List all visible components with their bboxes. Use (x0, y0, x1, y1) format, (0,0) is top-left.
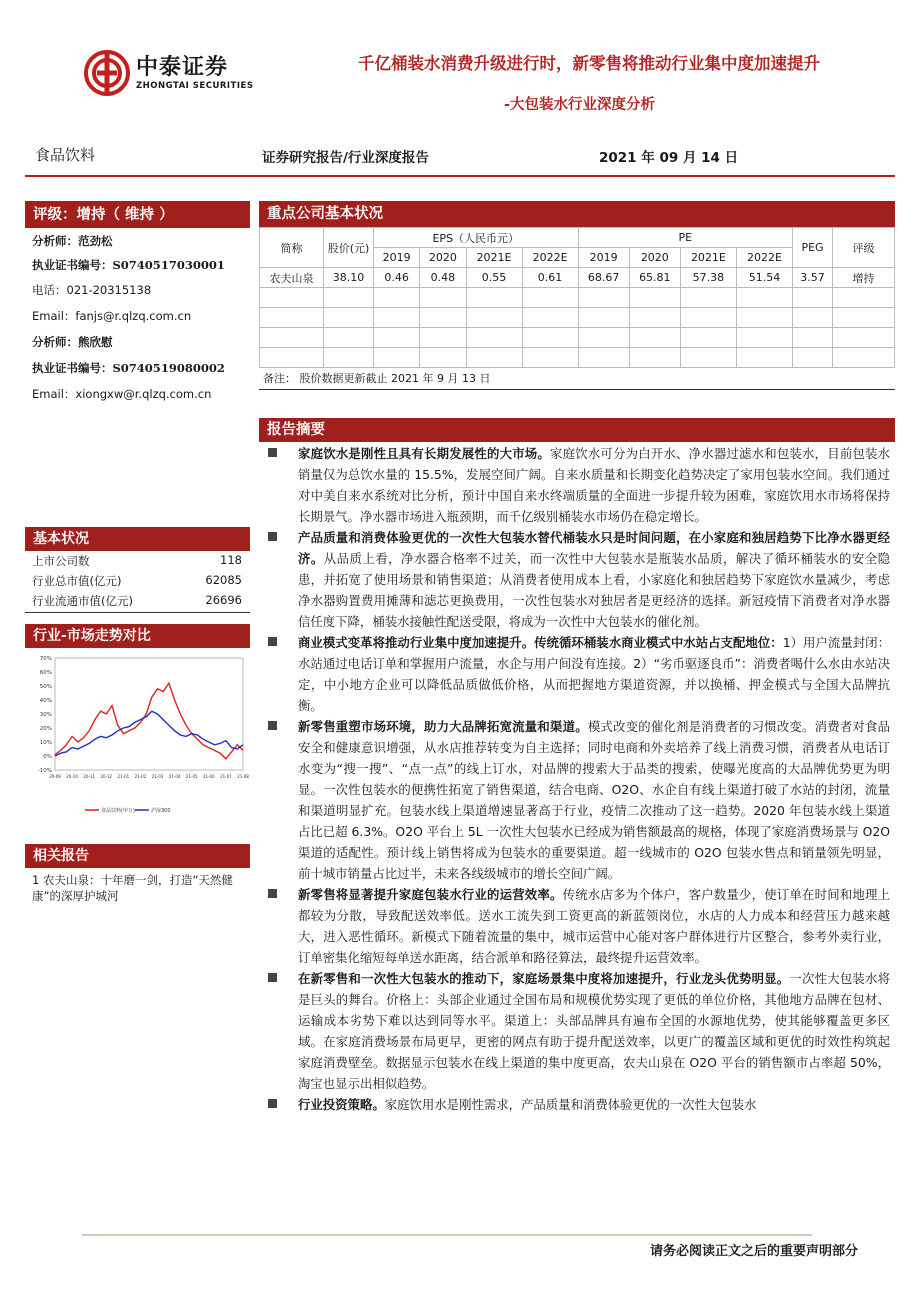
table-bottom-divider (259, 389, 895, 390)
related-reports-bar: 相关报告 (25, 844, 250, 868)
y-tick-label: 60% (39, 670, 52, 676)
legend-label: 食品饮料(申万) (101, 808, 135, 814)
bullet-square-icon (268, 637, 277, 646)
sector-label: 食品饮料 (35, 146, 96, 164)
col-year: 2021E (466, 248, 522, 268)
y-tick-label: 30% (39, 712, 52, 718)
x-tick-label: 21-02 (134, 774, 147, 779)
analyst-line: Email：xiongxw@r.qlzq.com.cn (32, 387, 212, 401)
analyst-line: 分析师：熊欣慰 (32, 335, 113, 349)
table-row-empty (260, 328, 895, 348)
footer-divider (82, 1234, 812, 1236)
analyst-line: 分析师：范劲松 (32, 234, 113, 248)
y-tick-label: -10% (37, 768, 52, 774)
trend-bar: 行业-市场走势对比 (25, 624, 250, 648)
summary-bullet: 商业模式变革将推动行业集中度加速提升。传统循环桶装水商业模式中水站占支配地位：1）用户流量封闭：水站通过电话订单和掌握用户流量，水企与用户间没有连接。2）“劣币驱逐良币”：消费者喝什么水由水站决定，中小地方企业可以降低品质做低价格，从而把握地方渠道资源，并以换桶、押金模式与全国大品牌抗衡。 (268, 632, 890, 716)
x-tick-label: 21-08 (237, 774, 249, 779)
col-header-name: 简称 (260, 228, 324, 268)
bullet-square-icon (268, 973, 277, 982)
x-tick-label: 21-07 (220, 774, 232, 779)
col-year: 2020 (420, 248, 466, 268)
key-companies-table (259, 227, 895, 368)
logo-chinese: 中泰证券 (136, 55, 229, 80)
analyst-line: 电话：021-20315138 (32, 283, 152, 297)
y-tick-label: 50% (39, 684, 52, 690)
zhongtai-logo-icon (84, 50, 130, 96)
company-logo (84, 50, 253, 96)
y-tick-label: 40% (39, 698, 52, 704)
summary-bullet: 产品质量和消费体验更优的一次性大包装水替代桶装水只是时间问题，在小家庭和独居趋势下比净水器更经济。从品质上看，净水器合格率不过关，而一次性中大包装水是瓶装水品质，解决了循环桶装水的安全隐患，并拓宽了使用场景和销售渠道；从消费者使用成本上看，小家庭化和独居趋势下家庭饮水量减少，考虑净水器购置费用摊薄和滤芯更换费用，一次性包装水对独居者是更经济的选择。新冠疫情下消费者对净水器信任度下降，桶装水接触性配送受限，将成为一次性中大包装水的催化剂。 (268, 527, 890, 632)
basic-divider (25, 612, 250, 613)
col-year: 2022E (736, 248, 792, 268)
table-row-empty (260, 288, 895, 308)
col-header-pe: PE (578, 228, 792, 248)
col-year: 2019 (578, 248, 629, 268)
related-report-item[interactable]: 1 农夫山泉：十年磨一剑，打造“天然健康”的深厚护城河 (32, 873, 233, 903)
rating-bar: 评级：增持（ 维持 ） (25, 201, 250, 228)
summary-bullet: 在新零售和一次性大包装水的推动下，家庭场景集中度将加速提升，行业龙头优势明显。一次性大包装水将是巨头的舞台。价格上：头部企业通过全国布局和规模优势实现了更低的单位价格，其他地方品牌在包材、运输成本劣势下难以达到同等水平。渠道上：头部品牌具有遍布全国的水源地优势，使其能够覆盖更多区域。在家庭消费场景布局更早，更密的网点有助于提升配送效率，以更广的覆盖区域和更优的时效性构筑起家庭消费壁垒。数据显示包装水在线上渠道的集中度更高，农夫山泉在 O2O 平台的销售额市占率超 50%，淘宝也显示出相似趋势。 (268, 968, 890, 1094)
y-tick-label: 70% (39, 656, 52, 662)
bullet-square-icon (268, 532, 277, 541)
y-tick-label: 20% (39, 726, 52, 732)
table-row-empty (260, 348, 895, 368)
footer-disclaimer: 请务必阅读正文之后的重要声明部分 (649, 1244, 858, 1259)
col-header-peg: PEG (793, 228, 833, 268)
analyst-line: Email：fanjs@r.qlzq.com.cn (32, 309, 192, 323)
col-year: 2021E (680, 248, 736, 268)
y-tick-label: 10% (39, 740, 52, 746)
basic-row: 行业总市值(亿元) 62085 (32, 573, 242, 588)
bullet-square-icon (268, 448, 277, 457)
table-note: 备注： 股价数据更新截止 2021 年 9 月 13 日 (263, 372, 491, 385)
series-line (55, 683, 243, 759)
summary-bar: 报告摘要 (259, 418, 895, 442)
col-header-rating: 评级 (833, 228, 895, 268)
bullet-square-icon (268, 721, 277, 730)
key-companies-bar: 重点公司基本状况 (259, 201, 895, 227)
col-year: 2020 (629, 248, 680, 268)
col-year: 2019 (374, 248, 420, 268)
basic-status-bar: 基本状况 (25, 527, 250, 551)
report-date: 2021 年 09 月 14 日 (599, 150, 739, 166)
x-tick-label: 20-12 (100, 774, 113, 779)
x-tick-label: 21-05 (185, 774, 198, 779)
x-tick-label: 21-04 (168, 774, 181, 779)
summary-bullet: 家庭饮水是刚性且具有长期发展性的大市场。家庭饮水可分为白开水、净水器过滤水和包装水，目前包装水销量仅为总饮水量的 15.5%，发展空间广阔。自来水质量和长期变化趋势决定了家用包装水空间。我们通过对中美自来水系统对比分析，预计中国自来水终端质量的全面进一步提升较为困难，家庭饮用水市场将保持长期景气。净水器市场进入瓶颈期，而千亿级别桶装水市场仍在稳定增长。 (268, 443, 890, 527)
col-header-eps: EPS（人民币元） (374, 228, 579, 248)
x-tick-label: 21-06 (203, 774, 215, 779)
basic-row: 行业流通市值(亿元) 26696 (32, 593, 242, 608)
document-type: 证券研究报告/行业深度报告 (262, 150, 429, 166)
y-tick-label: 0% (43, 754, 52, 760)
bullet-square-icon (268, 1099, 277, 1108)
market-trend-chart (25, 652, 250, 827)
report-title: 千亿桶装水消费升级进行时，新零售将推动行业集中度加速提升 (358, 54, 820, 73)
x-tick-label: 20-09 (49, 774, 61, 779)
col-year: 2022E (522, 248, 578, 268)
x-tick-label: 20-10 (66, 774, 78, 779)
report-subtitle: -大包装水行业深度分析 (503, 96, 655, 113)
x-tick-label: 20-11 (83, 774, 95, 779)
summary-bullet: 新零售重塑市场环境，助力大品牌拓宽流量和渠道。模式改变的催化剂是消费者的习惯改变。消费者对食品安全和健康意识增强，从水店推荐转变为自主选择；同时电商和外卖培养了线上消费习惯，消费者从电话订水变为“搜一搜”、“点一点”的线上订水，对品牌的搜索大于品类的搜索，使曝光度高的大品牌优势更为明显。一次性包装水的便携性拓宽了销售渠道，结合电商、O2O、水企自有线上渠道打破了水站的封闭，流量和渠道明显扩充。包装水线上渠道增速显著高于行业，疫情二次推动了这一趋势。2020 年包装水线上渠道占比已超 6.3%。O2O 平台上 5L 一次性大包装水已经成为销售额最高的规格，体现了家庭消费场景与 O2O 渠道的适配性。预计线上销售将成为包装水的重要渠道。超一线城市的 O2O 包装水售点和销量领先明显，前十城市销量占比过半，未来各线级城市的增长空间广阔。 (268, 716, 890, 884)
col-header-price: 股价(元) (324, 228, 374, 268)
x-tick-label: 21-03 (151, 774, 164, 779)
table-row-empty (260, 308, 895, 328)
header-divider (25, 175, 895, 177)
series-line (55, 711, 243, 756)
analyst-line: 执业证书编号：S0740517030001 (32, 258, 225, 272)
x-tick-label: 21-01 (117, 774, 130, 779)
legend-label: 沪深300 (151, 808, 171, 814)
summary-body (268, 443, 890, 1115)
summary-bullet: 新零售将显著提升家庭包装水行业的运营效率。传统水店多为个体户，客户数量少，使订单在时间和地理上都较为分散，导致配送效率低。送水工流失到工资更高的新蓝领岗位，水店的人力成本和经营压力越来越大，进入恶性循环。新模式下随着流量的集中，城市运营中心能对客户群体进行片区整合，参考外卖行业，订单密集化缩短每单送水距离，结合派单和路径算法，最终提升运营效率。 (268, 884, 890, 968)
analyst-line: 执业证书编号：S0740519080002 (32, 361, 225, 375)
table-row: 农夫山泉 38.10 0.46 0.48 0.55 0.61 68.67 65.81 57.38 51.54 3.57 增持 (260, 268, 895, 288)
logo-english: ZHONGTAI SECURITIES (136, 81, 254, 91)
basic-row: 上市公司数 118 (32, 553, 242, 568)
bullet-square-icon (268, 889, 277, 898)
summary-bullet: 行业投资策略。家庭饮用水是刚性需求，产品质量和消费体验更优的一次性大包装水 (268, 1094, 890, 1115)
